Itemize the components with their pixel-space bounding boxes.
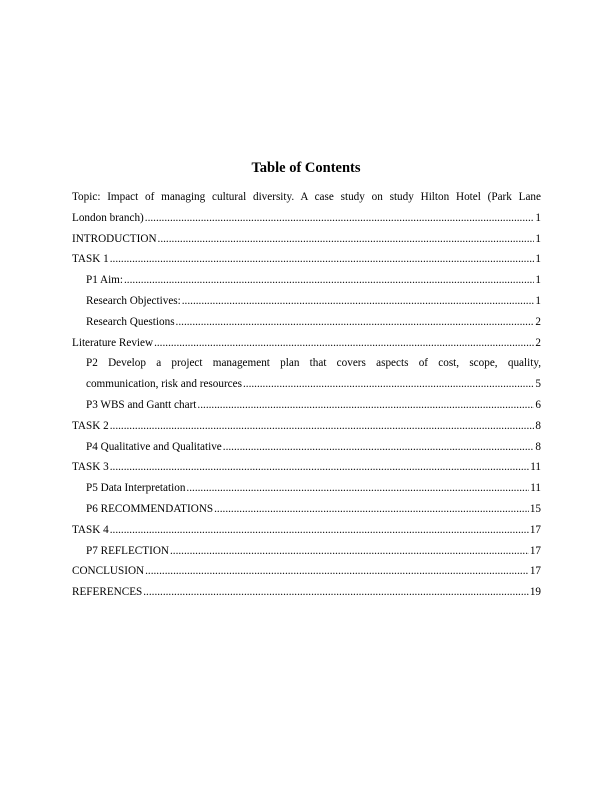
toc-page-number: 6 xyxy=(535,398,541,411)
toc-entry-label: P6 RECOMMENDATIONS xyxy=(86,502,214,515)
toc-leader-dots xyxy=(158,229,535,250)
toc-leader-dots xyxy=(170,541,529,562)
toc-entry-first-line: P2 Develop a project management plan that covers aspects of cost, scope, quality, xyxy=(86,357,541,370)
toc-page-number: 1 xyxy=(535,232,541,245)
toc-entry-label: P4 Qualitative and Qualitative xyxy=(86,440,222,453)
toc-page-number: 1 xyxy=(535,274,541,287)
toc-entry-p7-reflection[interactable] xyxy=(72,541,541,562)
toc-entry-topic[interactable] xyxy=(72,187,541,229)
toc-entry-label: P1 Aim: xyxy=(86,274,123,287)
toc-entry-label: TASK 1 xyxy=(72,253,109,266)
toc-entry-conclusion[interactable] xyxy=(72,561,541,582)
toc-entry-task-2[interactable] xyxy=(72,416,541,437)
toc-entry-label: communication, risk and resources xyxy=(86,378,242,391)
toc-entry-p3-wbs-gantt[interactable] xyxy=(72,395,541,416)
toc-page-number: 17 xyxy=(529,544,541,557)
toc-entry-p4-qualitative[interactable] xyxy=(72,437,541,458)
toc-leader-dots xyxy=(154,333,534,354)
toc-entry-p2-project-plan[interactable] xyxy=(72,353,541,395)
toc-entry-p1-aim[interactable] xyxy=(72,270,541,291)
toc-entry-task-3[interactable] xyxy=(72,457,541,478)
toc-entry-label: REFERENCES xyxy=(72,586,143,599)
toc-entry-label: INTRODUCTION xyxy=(72,232,157,245)
toc-leader-dots xyxy=(143,582,529,603)
toc-leader-dots xyxy=(214,499,529,520)
toc-entry-task-1[interactable] xyxy=(72,249,541,270)
toc-page-number: 8 xyxy=(535,419,541,432)
toc-leader-dots xyxy=(145,208,535,229)
toc-entry-first-line: Topic: Impact of managing cultural diversity. A case study on study Hilton Hotel (Park Lane xyxy=(72,191,541,203)
toc-entry-label: P3 WBS and Gantt chart xyxy=(86,398,197,411)
toc-leader-dots xyxy=(243,374,534,395)
toc-leader-dots xyxy=(182,291,535,312)
toc-entry-research-objectives[interactable] xyxy=(72,291,541,312)
toc-leader-dots xyxy=(197,395,534,416)
toc-entry-literature-review[interactable] xyxy=(72,333,541,354)
toc-leader-dots xyxy=(124,270,534,291)
toc-leader-dots xyxy=(110,249,535,270)
table-of-contents xyxy=(72,187,541,603)
toc-page-number: 11 xyxy=(530,482,541,495)
toc-leader-dots xyxy=(223,437,535,458)
toc-entry-label: TASK 3 xyxy=(72,461,109,474)
toc-page-number: 17 xyxy=(529,523,541,536)
toc-leader-dots xyxy=(110,520,529,541)
toc-entry-p5-data-interpretation[interactable] xyxy=(72,478,541,499)
toc-page-number: 11 xyxy=(530,461,541,474)
toc-entry-label: Research Objectives: xyxy=(86,294,181,307)
toc-leader-dots xyxy=(176,312,535,333)
toc-entry-task-4[interactable] xyxy=(72,520,541,541)
toc-page-number: 1 xyxy=(535,294,541,307)
toc-page-number: 17 xyxy=(529,565,541,578)
toc-page-number: 8 xyxy=(535,440,541,453)
toc-entry-label: TASK 2 xyxy=(72,419,109,432)
toc-leader-dots xyxy=(110,457,530,478)
toc-page-number: 19 xyxy=(529,586,541,599)
toc-entry-label: P5 Data Interpretation xyxy=(86,482,186,495)
toc-page-number: 5 xyxy=(535,378,541,391)
toc-entry-research-questions[interactable] xyxy=(72,312,541,333)
toc-leader-dots xyxy=(186,478,529,499)
toc-entry-label: TASK 4 xyxy=(72,523,109,536)
toc-entry-label: Literature Review xyxy=(72,336,154,349)
toc-entry-label: London branch) xyxy=(72,211,144,224)
toc-entry-references[interactable] xyxy=(72,582,541,603)
toc-leader-dots xyxy=(145,561,529,582)
toc-page-number: 1 xyxy=(535,211,541,224)
toc-leader-dots xyxy=(110,416,535,437)
toc-page-number: 2 xyxy=(535,315,541,328)
toc-page-number: 2 xyxy=(535,336,541,349)
toc-entry-p6-recommendations[interactable] xyxy=(72,499,541,520)
toc-entry-introduction[interactable] xyxy=(72,229,541,250)
toc-page-number: 1 xyxy=(535,253,541,266)
toc-title: Table of Contents xyxy=(251,160,361,176)
toc-page-number: 15 xyxy=(529,502,541,515)
toc-entry-label: P7 REFLECTION xyxy=(86,544,169,557)
toc-entry-label: Research Questions xyxy=(86,315,175,328)
toc-entry-label: CONCLUSION xyxy=(72,565,145,578)
